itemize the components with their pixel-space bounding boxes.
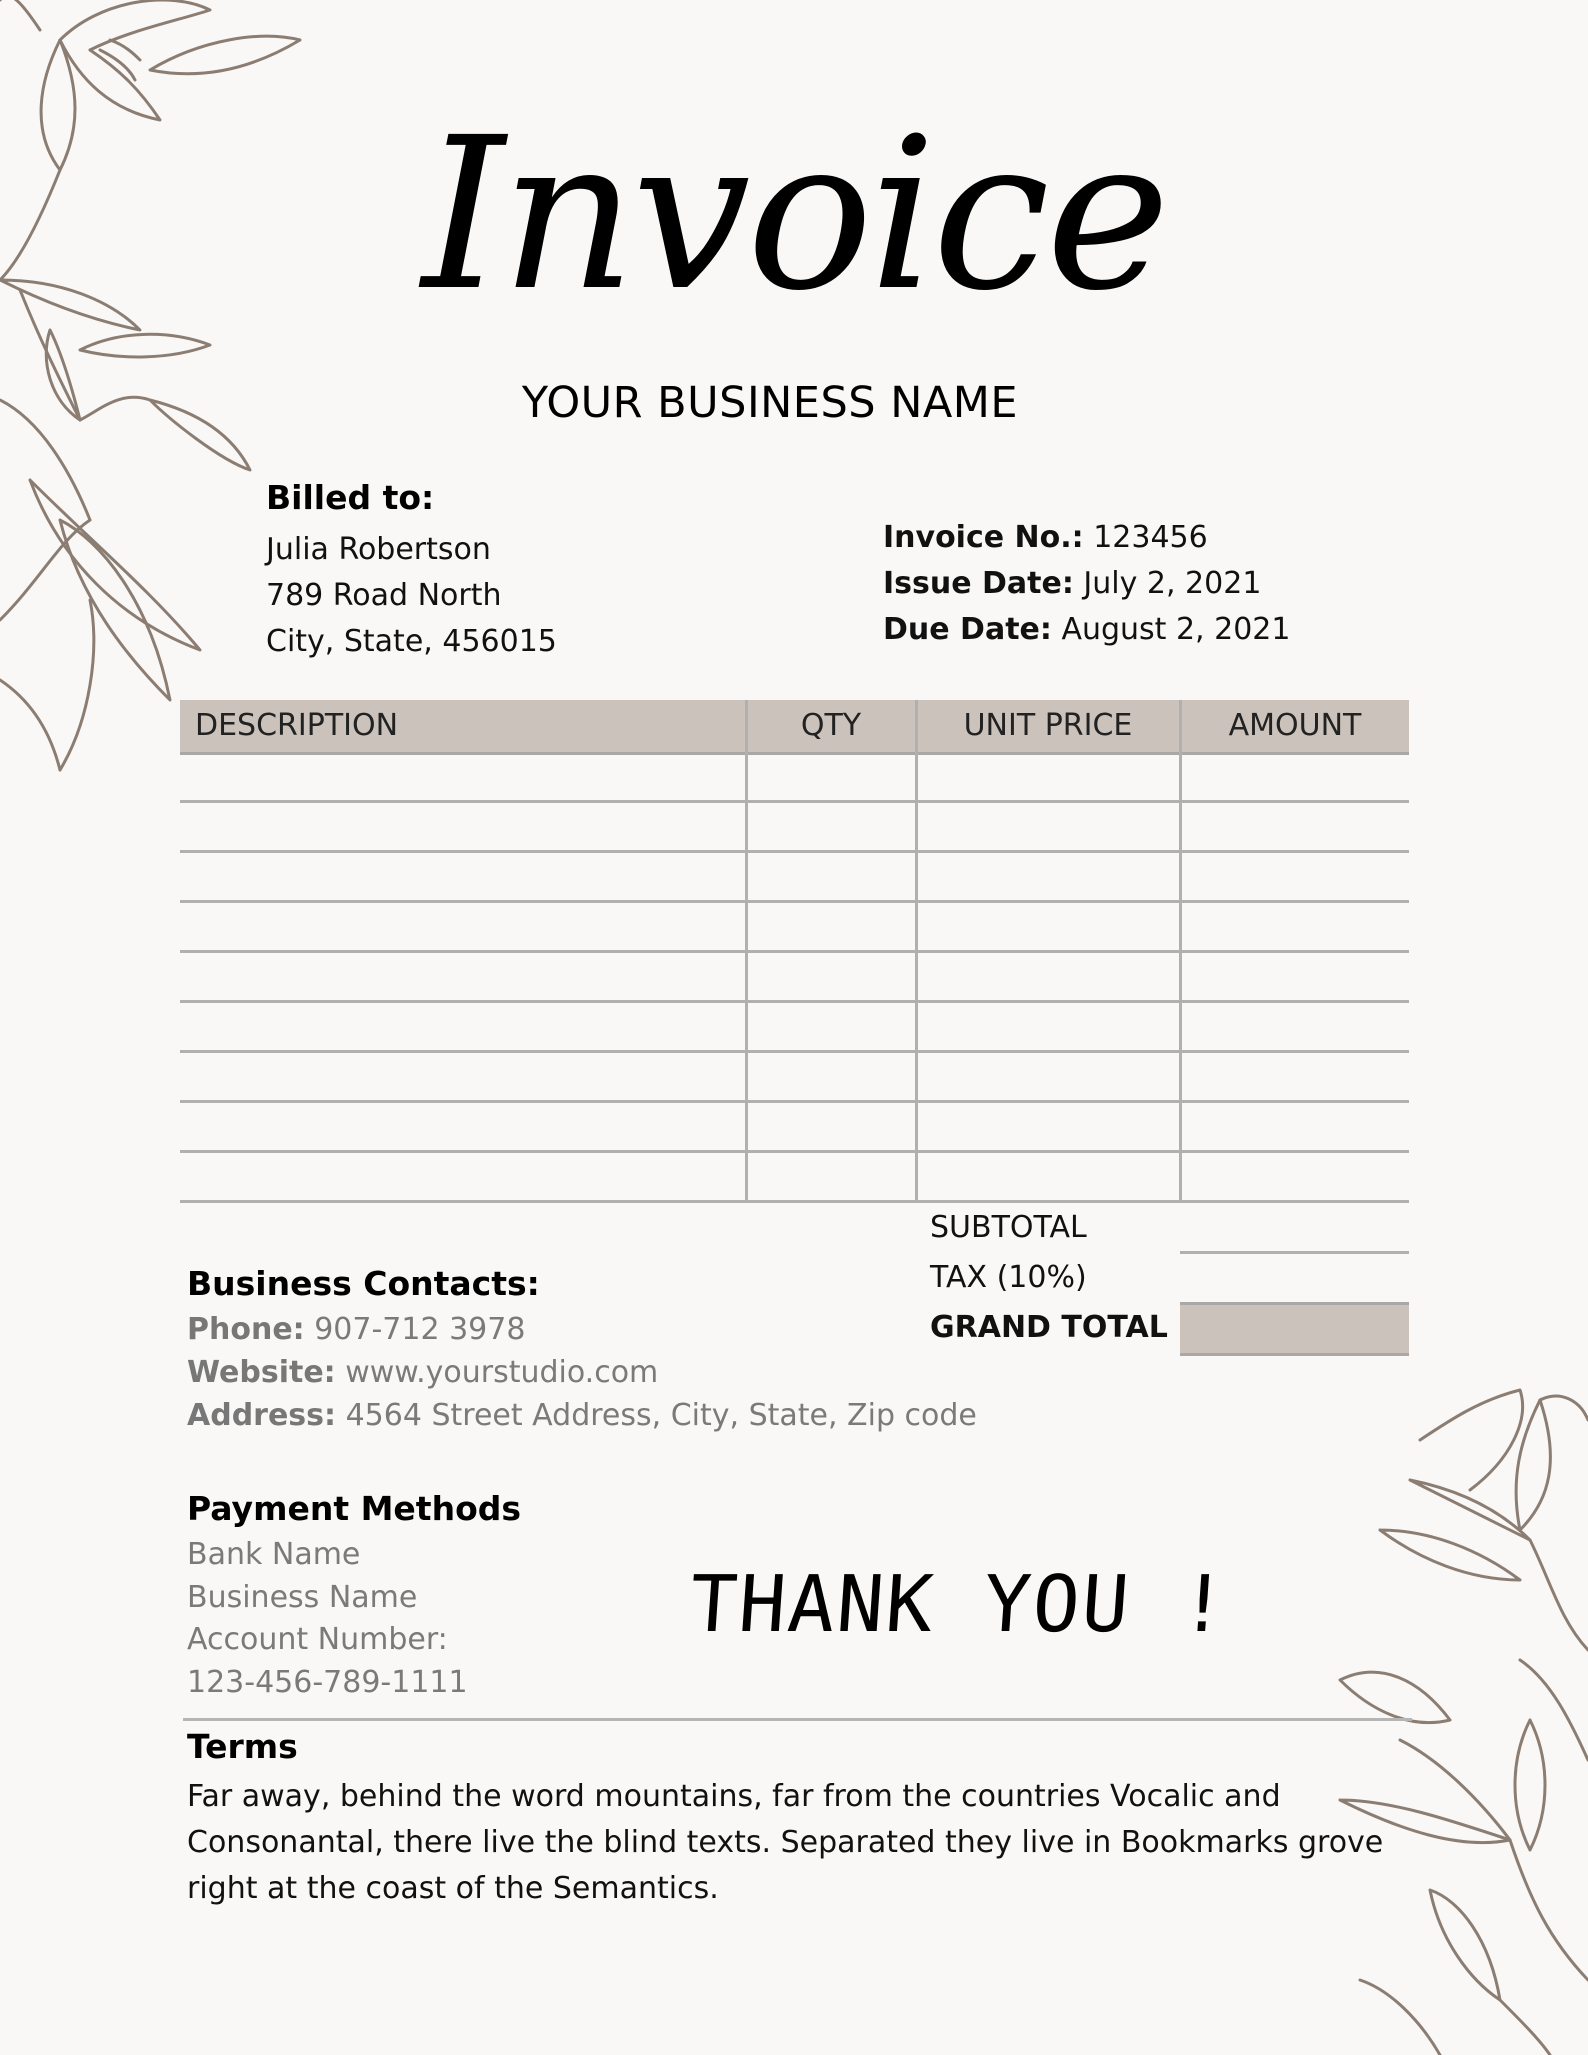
billed-to-city: City, State, 456015: [266, 624, 557, 659]
contact-phone: [187, 1312, 525, 1347]
table-row: [180, 1150, 1409, 1153]
payment-line: 123-456-789-1111: [187, 1665, 468, 1700]
table-row: [180, 900, 1409, 903]
thank-you-text: THANK YOU !: [686, 1560, 1232, 1650]
payment-methods-title: Payment Methods: [187, 1489, 522, 1528]
terms-divider: [183, 1718, 1412, 1721]
table-row: [180, 1100, 1409, 1103]
terms-title: Terms: [187, 1727, 298, 1766]
subtotal-line: [1180, 1251, 1409, 1254]
subtotal-label: SUBTOTAL: [930, 1210, 1087, 1245]
invoice-number-value: 123456: [1093, 520, 1208, 555]
address-value: 4564 Street Address, City, State, Zip code: [345, 1398, 977, 1433]
phone-value: 907-712 3978: [314, 1312, 526, 1347]
contact-website: [187, 1355, 658, 1390]
table-row: [180, 850, 1409, 853]
due-date-label: Due Date:: [883, 612, 1052, 647]
table-row: [180, 1000, 1409, 1003]
header-description: DESCRIPTION: [195, 708, 399, 743]
issue-date: [883, 566, 1261, 601]
website-value: www.yourstudio.com: [345, 1355, 659, 1390]
due-date-value: August 2, 2021: [1061, 612, 1291, 647]
header-amount: AMOUNT: [1228, 708, 1362, 743]
address-label: Address:: [187, 1398, 337, 1433]
invoice-number-label: Invoice No.:: [883, 520, 1084, 555]
grand-total-box: [1180, 1302, 1409, 1356]
billed-to-label: Billed to:: [266, 478, 435, 517]
issue-date-label: Issue Date:: [883, 566, 1074, 601]
business-contacts-title: Business Contacts:: [187, 1264, 540, 1303]
phone-label: Phone:: [187, 1312, 305, 1347]
grand-total-label: GRAND TOTAL: [930, 1310, 1168, 1345]
payment-line: Bank Name: [187, 1537, 361, 1572]
terms-text: Far away, behind the word mountains, far from the countries Vocalic and Consonantal, there live the blind texts. Separated they live in Bookmarks grove right at the coast of the Semantics.: [187, 1779, 1384, 1906]
payment-line: Business Name: [187, 1580, 418, 1615]
table-row: [180, 800, 1409, 803]
billed-to-name: Julia Robertson: [266, 532, 491, 567]
business-name: YOUR BUSINESS NAME: [521, 378, 1019, 428]
website-label: Website:: [187, 1355, 336, 1390]
invoice-title: Invoice: [421, 92, 1167, 337]
table-header: [180, 700, 1409, 755]
issue-date-value: July 2, 2021: [1083, 566, 1262, 601]
table-row: [180, 1050, 1409, 1053]
header-unit-price: UNIT PRICE: [963, 708, 1133, 743]
invoice-number: [883, 520, 1208, 555]
contact-address: [187, 1398, 977, 1433]
header-qty: QTY: [800, 708, 862, 743]
due-date: [883, 612, 1290, 647]
table-row: [180, 950, 1409, 953]
billed-to-street: 789 Road North: [266, 578, 502, 613]
payment-line: Account Number:: [187, 1622, 448, 1657]
table-row: [180, 1200, 1409, 1203]
tax-label: TAX (10%): [930, 1260, 1087, 1295]
